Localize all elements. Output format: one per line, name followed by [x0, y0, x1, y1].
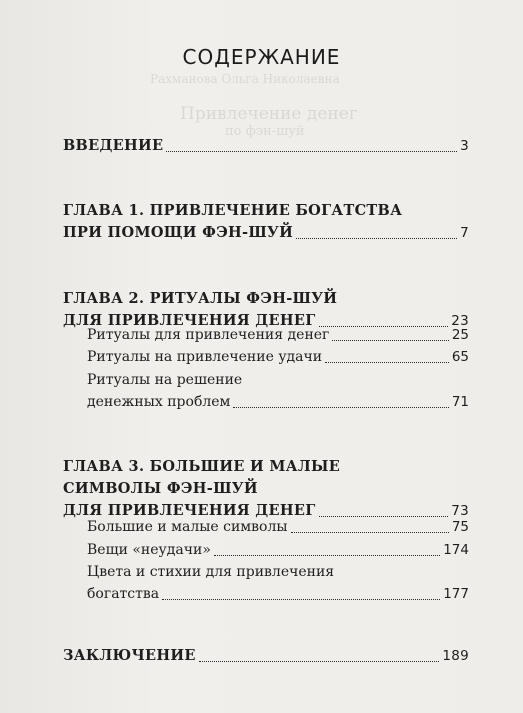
page-title: СОДЕРЖАНИЕ: [182, 45, 341, 69]
toc-entry-chapter-1: [63, 200, 469, 244]
dot-leader: [214, 554, 440, 556]
toc-subentry-title: Вещи «неудачи»: [87, 542, 211, 558]
dot-leader: [199, 660, 440, 662]
toc-subentry-title-line1: Ритуалы на решение: [87, 372, 243, 388]
toc-subentry-page: 65: [451, 349, 469, 365]
dot-leader: [291, 531, 449, 533]
toc-subentry-title: Ритуалы на привлечение удачи: [87, 349, 323, 365]
toc-entry-title-line3: ДЛЯ ПРИВЛЕЧЕНИЯ ДЕНЕГ: [63, 502, 316, 519]
toc-subentry: [87, 561, 469, 605]
toc-subentry-page: 177: [443, 586, 469, 602]
toc-entry-page: 73: [451, 503, 469, 519]
toc-subentry-title-line2: денежных проблем: [87, 394, 231, 410]
toc-subentry: [87, 346, 469, 368]
toc-subentry: [87, 539, 469, 561]
toc-subentry-title: Ритуалы для привлечения денег: [87, 327, 330, 343]
toc-entry-title-line1: ГЛАВА 1. ПРИВЛЕЧЕНИЕ БОГАТСТВА: [63, 202, 403, 219]
toc-entry-page: 189: [442, 648, 469, 664]
toc-subentry-page: 25: [451, 327, 469, 343]
toc-entry-title-line2: СИМВОЛЫ ФЭН-ШУЙ: [63, 480, 258, 497]
dot-leader: [296, 237, 457, 239]
toc-subentry-title: Большие и малые символы: [87, 519, 288, 535]
toc-entry-conclusion: [63, 645, 469, 667]
toc-subentry: [87, 516, 469, 538]
toc-entry-page: 23: [451, 313, 469, 329]
toc-entry-chapter-3: [63, 456, 469, 522]
show-through-title-line2: по фэн-шуй: [225, 124, 305, 139]
toc-entry-title-line1: ГЛАВА 3. БОЛЬШИЕ И МАЛЫЕ: [63, 458, 341, 475]
toc-entry-title-line2: ПРИ ПОМОЩИ ФЭН-ШУЙ: [63, 224, 294, 241]
dot-leader: [166, 150, 457, 152]
show-through-title-line1: Привлечение денег: [180, 104, 358, 124]
show-through-author: Рахманова Ольга Николаевна: [150, 72, 340, 86]
dot-leader: [332, 339, 448, 341]
toc-subentry-page: 71: [451, 394, 469, 410]
toc-entry-title: ЗАКЛЮЧЕНИЕ: [63, 647, 196, 664]
toc-entry-title-line1: ГЛАВА 2. РИТУАЛЫ ФЭН-ШУЙ: [63, 290, 338, 307]
toc-subentry: [87, 369, 469, 413]
toc-entry-title: ВВЕДЕНИЕ: [63, 137, 164, 154]
toc-subentry-page: 75: [451, 519, 469, 535]
toc-entry-title-line2: ДЛЯ ПРИВЛЕЧЕНИЯ ДЕНЕГ: [63, 312, 316, 329]
toc-subentry-page: 174: [443, 542, 469, 558]
dot-leader: [233, 406, 448, 408]
toc-subentry-title-line2: богатства: [87, 586, 160, 602]
toc-entry-page: 3: [460, 138, 469, 154]
toc-subentry-title-line1: Цвета и стихии для привлечения: [87, 564, 335, 580]
toc-entry-page: 7: [460, 225, 469, 241]
toc-subentry: [87, 324, 469, 346]
dot-leader: [325, 361, 449, 363]
dot-leader: [162, 598, 440, 600]
toc-entry-introduction: [63, 135, 469, 157]
